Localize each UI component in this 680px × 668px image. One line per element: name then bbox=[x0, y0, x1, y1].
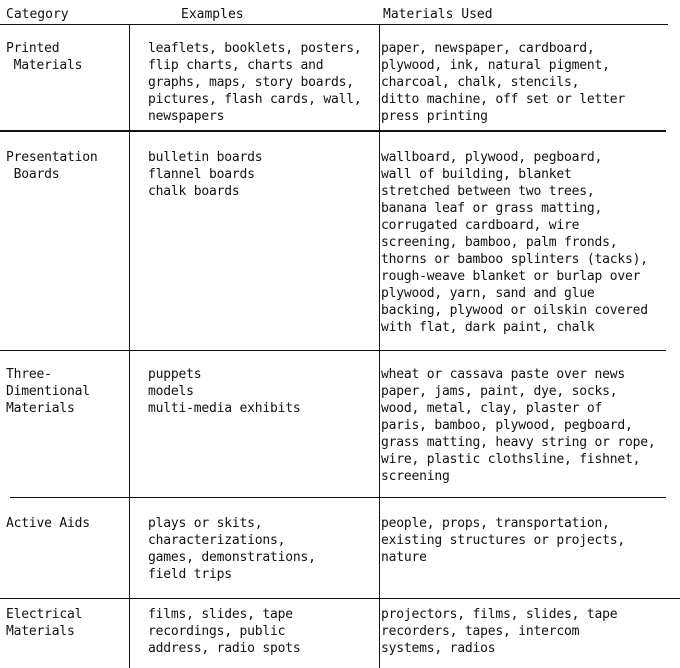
row-electrical-materials: projectors, films, slides, tape recorders, tapes, intercom systems, radios bbox=[381, 607, 618, 656]
row-active-examples: plays or skits, characterizations, games, demonstrations, field trips bbox=[148, 516, 316, 582]
row-printed-category: Printed Materials bbox=[6, 41, 83, 73]
row-active-materials: people, props, transportation, existing structures or projects, nature bbox=[381, 516, 626, 565]
row-printed-examples: leaflets, booklets, posters, flip charts, charts and graphs, maps, story boards, pictures, flash cards, wall, newspapers bbox=[148, 41, 362, 124]
row-divider-3 bbox=[10, 497, 666, 498]
row-three-dim-examples: puppets models multi-media exhibits bbox=[148, 367, 301, 416]
row-divider-4 bbox=[0, 598, 680, 599]
header-examples: Examples bbox=[181, 7, 244, 22]
row-electrical-examples: films, slides, tape recordings, public address, radio spots bbox=[148, 607, 301, 656]
header-category: Category bbox=[6, 7, 69, 22]
column-divider-1 bbox=[129, 24, 130, 668]
row-divider-1 bbox=[0, 130, 666, 132]
row-electrical-category: Electrical Materials bbox=[6, 607, 83, 639]
column-divider-2 bbox=[379, 24, 380, 668]
row-presentation-category: Presentation Boards bbox=[6, 150, 98, 182]
row-printed-materials: paper, newspaper, cardboard, plywood, ink, natural pigment, charcoal, chalk, stencils, ditto machine, off set or letter press printing bbox=[381, 41, 626, 124]
header-rule bbox=[0, 24, 668, 25]
header-materials: Materials Used bbox=[383, 7, 493, 22]
row-presentation-examples: bulletin boards flannel boards chalk boards bbox=[148, 150, 263, 199]
row-active-category: Active Aids bbox=[6, 516, 90, 531]
row-presentation-materials: wallboard, plywood, pegboard, wall of building, blanket stretched between two trees, banana leaf or grass matting, corrugated cardboard, wire screening, bamboo, palm fronds, thorns or bamboo splinters (tacks), rough-weave blanket or burlap over plywood, yarn, sand and glue backing, plywood or oilskin covered with flat, dark paint, chalk bbox=[381, 150, 648, 335]
row-three-dim-materials: wheat or cassava paste over news paper, jams, paint, dye, socks, wood, metal, clay, plaster of paris, bamboo, plywood, pegboard, grass matting, heavy string or rope, wire, plastic clothsline, fishnet, screening bbox=[381, 367, 656, 484]
row-three-dim-category: Three- Dimentional Materials bbox=[6, 367, 90, 416]
row-divider-2 bbox=[0, 350, 666, 351]
